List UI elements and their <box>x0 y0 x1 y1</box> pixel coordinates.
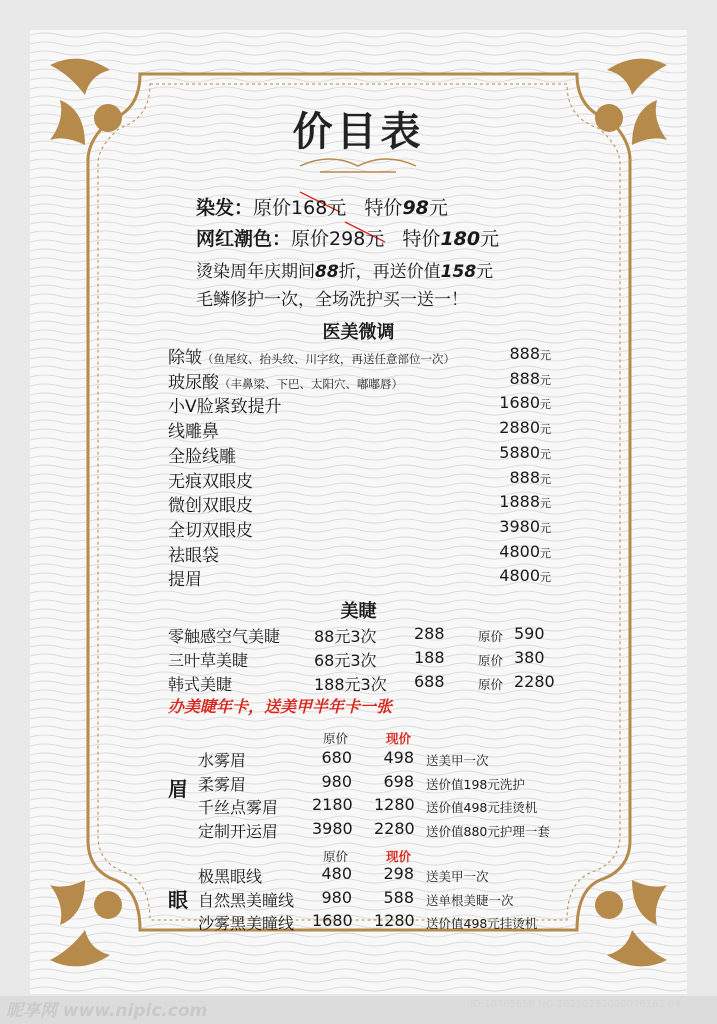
medical-name: 全切双眼皮 <box>168 520 253 541</box>
brow-orig: 2180 <box>312 795 353 814</box>
medical-name: 祛眼袋 <box>168 545 219 566</box>
eye-name: 自然黑美瞳线 <box>198 890 295 910</box>
eye-orig: 980 <box>321 887 352 907</box>
brow-now: 1280 <box>374 795 415 814</box>
lash-name: 韩式美睫 <box>168 675 233 694</box>
medical-row <box>168 467 253 492</box>
eye-orig: 480 <box>321 864 352 883</box>
medical-price-value: 1888 <box>499 492 540 512</box>
medical-price-unit: 元 <box>540 571 551 585</box>
medical-price-unit: 元 <box>540 349 551 362</box>
brow-orig: 980 <box>321 771 352 791</box>
brow-now-header: 现价 <box>386 731 412 746</box>
medical-name: 玻尿酸 <box>168 372 219 393</box>
medical-price <box>509 344 551 363</box>
medical-price <box>499 443 551 462</box>
medical-row <box>168 491 253 516</box>
medical-price-value: 4800 <box>499 541 540 561</box>
medical-row <box>168 516 253 541</box>
lash-orig-label: 原价 <box>478 677 504 692</box>
eye-now-header: 现价 <box>386 849 412 864</box>
eye-gift: 送价值498元挂烫机 <box>426 916 538 931</box>
lash-name: 零触感空气美睫 <box>168 627 281 646</box>
medical-note: （丰鼻梁、下巴、太阳穴、嘟嘟唇） <box>219 376 403 391</box>
medical-price <box>499 393 551 412</box>
medical-price-unit: 元 <box>540 546 551 560</box>
promo-care: 毛鳞修护一次，全场洗护买一送一！ <box>196 290 468 310</box>
medical-price-value: 4800 <box>499 566 540 586</box>
medical-price-unit: 元 <box>540 472 551 486</box>
medical-name: 提眉 <box>168 570 202 591</box>
eye-orig-header: 原价 <box>323 849 349 864</box>
lash-single: 688 <box>414 672 445 691</box>
medical-name: 线雕鼻 <box>168 422 219 443</box>
medical-price-unit: 元 <box>540 447 551 461</box>
medical-row <box>168 417 219 442</box>
medical-price <box>499 542 551 561</box>
medical-note: （鱼尾纹、抬头纹、川字纹，再送任意部位一次） <box>202 352 455 366</box>
promo-hair-dye: 染发：原价168元 特价98元 <box>196 197 448 219</box>
lash-orig: 590 <box>514 624 545 643</box>
eye-now: 1280 <box>374 911 415 930</box>
medical-row <box>168 541 219 566</box>
lash-single: 188 <box>414 648 445 667</box>
lash-orig-label: 原价 <box>478 653 504 668</box>
brow-now: 2280 <box>374 818 415 838</box>
brow-name: 柔雾眉 <box>198 774 247 794</box>
promo-trend-color: 网红潮色：原价298元 特价180元 <box>196 228 500 250</box>
page-title: 价目表 <box>292 109 425 155</box>
medical-row <box>168 442 236 467</box>
brow-now: 698 <box>383 771 414 791</box>
lash-orig: 380 <box>514 648 545 667</box>
eye-gift: 送美甲一次 <box>426 869 489 884</box>
brow-gift: 送价值198元洗护 <box>426 776 525 792</box>
brow-name: 千丝点雾眉 <box>198 798 279 817</box>
brow-gift: 送价值880元护理一套 <box>426 823 550 839</box>
medical-row <box>168 368 403 393</box>
medical-price-value: 5880 <box>499 442 540 462</box>
medical-row <box>168 343 455 368</box>
lash-orig: 2280 <box>514 672 555 691</box>
medical-price-value: 3980 <box>499 516 540 536</box>
medical-name: 微创双眼皮 <box>168 496 253 517</box>
eye-name: 极黑眼线 <box>198 867 263 886</box>
medical-price <box>499 418 551 437</box>
medical-price-value: 1680 <box>499 393 540 413</box>
eye-now: 298 <box>383 864 414 883</box>
eye-now: 588 <box>383 887 414 907</box>
footer-id: ID:10465858 NO:20210292000076161 04 <box>470 999 681 1010</box>
medical-name: 小V脸紧致提升 <box>168 397 282 418</box>
eye-category: 眼 <box>168 888 188 912</box>
brow-category: 眉 <box>168 777 188 801</box>
brow-name: 定制开运眉 <box>198 821 279 841</box>
medical-name: 无痕双眼皮 <box>168 471 253 492</box>
medical-price <box>499 517 551 536</box>
brow-now: 498 <box>383 748 414 767</box>
medical-price-unit: 元 <box>540 521 551 535</box>
brow-name: 水雾眉 <box>198 751 247 770</box>
lash-pack: 88元3次 <box>314 627 377 646</box>
medical-row <box>168 392 282 417</box>
medical-price-unit: 元 <box>540 423 551 437</box>
brow-gift: 送价值498元挂烫机 <box>426 800 538 815</box>
medical-price <box>509 369 551 388</box>
lash-pack: 68元3次 <box>314 651 377 670</box>
medical-price-value: 2880 <box>499 418 540 438</box>
footer-logo: 昵享网 www.nipic.com <box>6 1001 208 1021</box>
medical-price-unit: 元 <box>540 373 551 387</box>
brow-orig: 680 <box>321 748 352 767</box>
section-medical-title: 医美微调 <box>322 322 395 343</box>
medical-row <box>168 565 202 590</box>
lash-single: 288 <box>414 624 445 643</box>
lash-orig-label: 原价 <box>478 629 504 644</box>
lash-pack: 188元3次 <box>314 675 387 694</box>
medical-price-unit: 元 <box>540 398 551 412</box>
medical-price-unit: 元 <box>540 497 551 511</box>
eye-orig: 1680 <box>312 911 353 930</box>
brow-orig-header: 原价 <box>323 731 349 746</box>
medical-price <box>509 468 551 487</box>
lash-promo: 办美睫年卡，送美甲半年卡一张 <box>168 697 393 716</box>
brow-orig: 3980 <box>312 818 353 838</box>
eye-name: 沙雾黑美瞳线 <box>198 914 295 933</box>
medical-price-value: 888 <box>509 344 540 363</box>
medical-price <box>499 566 551 585</box>
eye-gift: 送单根美睫一次 <box>426 892 514 908</box>
lash-name: 三叶草美睫 <box>168 651 249 670</box>
medical-price-value: 888 <box>509 467 540 487</box>
medical-name: 全脸线雕 <box>168 446 236 467</box>
title-flourish <box>300 159 416 172</box>
section-lash-title: 美睫 <box>340 601 377 622</box>
brow-gift: 送美甲一次 <box>426 753 489 768</box>
medical-price-value: 888 <box>509 368 540 388</box>
promo-anniversary: 烫染周年庆期间88折，再送价值158元 <box>196 262 494 282</box>
medical-price <box>499 492 551 511</box>
medical-name: 除皱 <box>168 348 202 368</box>
